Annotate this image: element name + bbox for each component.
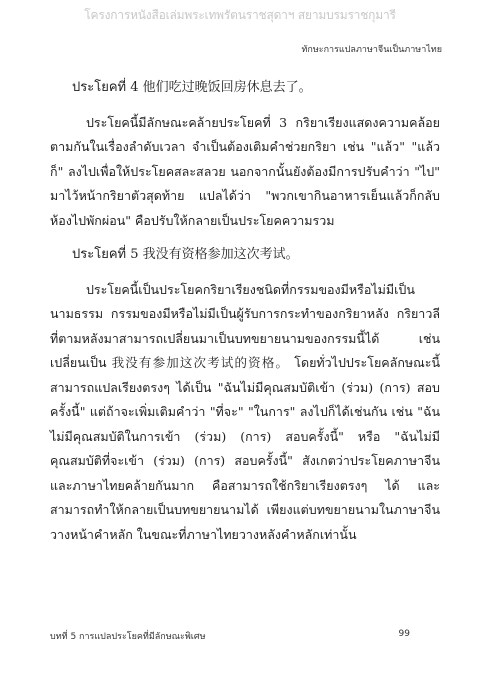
example-sentence-5: ประโยคที่ 5 我没有资格参加这次考试。 <box>72 247 299 262</box>
footer-chapter: บทที่ 5 การแปลประโยคที่มีลักษณะพิเศษ <box>50 632 206 642</box>
paragraph-explanation-5: ประโยคนี้เป็นประโยคกริยาเรียงชนิดที่กรรมของมีหรือไม่มีเป็นนามธรรม กรรมของมีหรือไม่มีเป็นผู้รับการกระทำของกริยาหลัง กริยาวลีที่ตามหลังมาสามารถเปลี่ยนมาเป็นบทขยายนามของกรรมนี้ได้ เช่น เปลี่ยนเป็น 我没有参加这次考试的资格。 โดยทั่วไปประโยคลักษณะนี้สามารถแปลเรียงตรงๆ ได้เป็น "ฉันไม่มีคุณสมบัติเข้า (ร่วม) (การ) สอบครั้งนี้" แต่ถ้าจะเพิ่มเติมคำว่า "ที่จะ" "ในการ" ลงไปก็ได้เช่นกัน เช่น "ฉันไม่มีคุณสมบัติในการเข้า (ร่วม) (การ) สอบครั้งนี้" หรือ "ฉันไม่มีคุณสมบัติที่จะเข้า (ร่วม) (การ) สอบครั้งนี้" สังเกตว่าประโยคภาษาจีนและภาษาไทยคล้ายกันมาก คือสามารถใช้กริยาเรียงตรงๆ ได้ และสามารถทำให้กลายเป็นบทขยายนามได้ เพียงแต่บทขยายนามในภาษาจีนวางหน้าคำหลัก ในขณะที่ภาษาไทยวางหลังคำหลักเท่านั้น <box>50 281 440 542</box>
body-text <box>50 72 440 547</box>
project-banner: โครงการหนังสือเล่มพระเทพรัตนราชสุดาฯ สยามบรมราชกุมารี <box>84 8 396 22</box>
page-number: 99 <box>398 629 410 639</box>
example-sentence-4: ประโยคที่ 4 他们吃过晚饭回房休息去了。 <box>72 80 312 95</box>
paragraph-explanation-4: ประโยคนี้มีลักษณะคล้ายประโยคที่ 3 กริยาเรียงแสดงความคล้อยตามกันในเรื่องลำดับเวลา จำเป็นต้องเติมคำช่วยกริยา เช่น "แล้ว" "แล้วก็" ลงไปเพื่อให้ประโยคสละสลวย นอกจากนั้นยังต้องมีการปรับคำว่า "ไป" มาไว้หน้ากริยาตัวสุดท้าย แปลได้ว่า "พวกเขากินอาหารเย็นแล้วก็กลับห้องไปพักผ่อน" คือปรับให้กลายเป็นประโยคความรวม <box>50 114 440 228</box>
running-head: ทักษะการแปลภาษาจีนเป็นภาษาไทย <box>301 45 442 55</box>
